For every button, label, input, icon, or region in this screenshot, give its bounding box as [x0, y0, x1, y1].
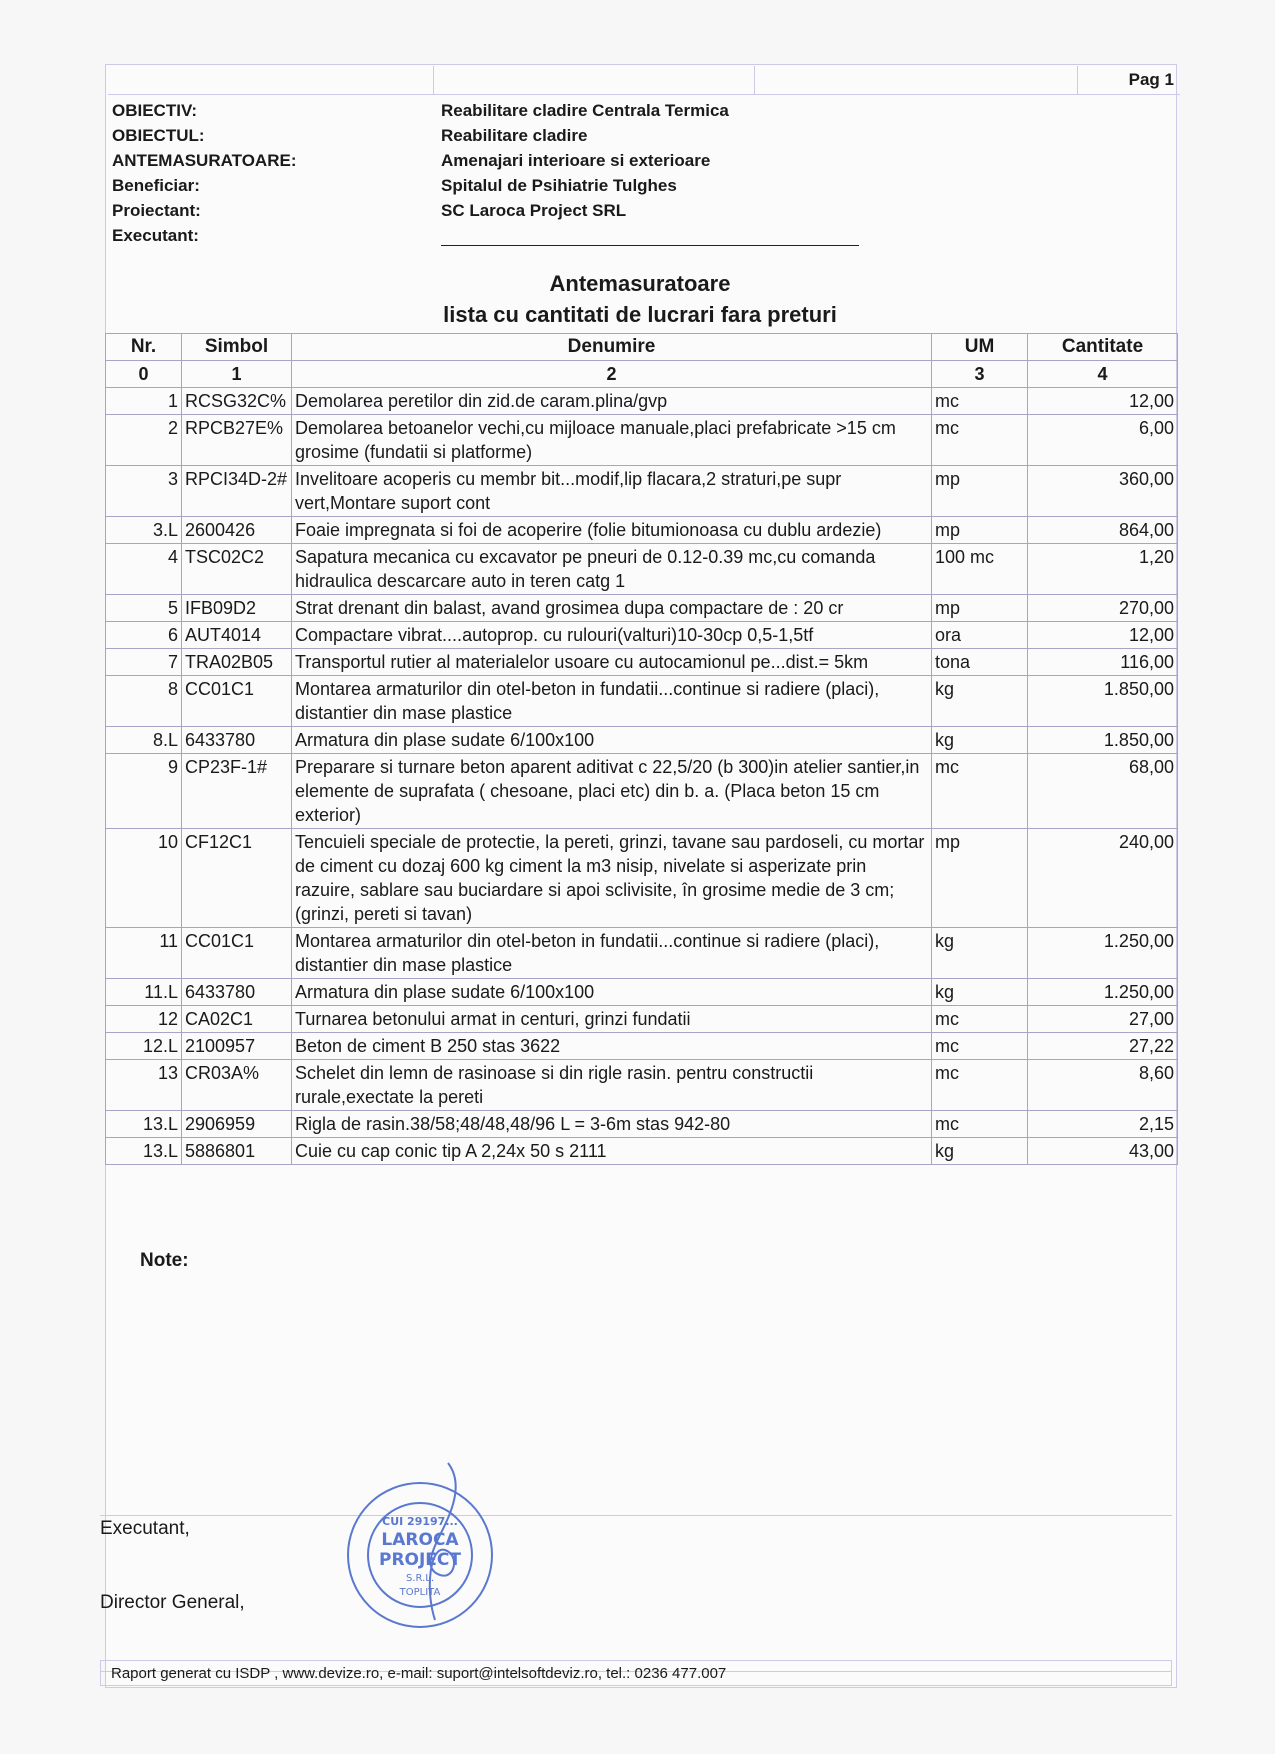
cell-denumire: Foaie impregnata si foi de acoperire (folie bitumionoasa cu dublu ardezie): [292, 517, 932, 544]
header-nr: Nr.: [106, 334, 182, 361]
table-row: [106, 388, 1178, 415]
table-row: [106, 928, 1178, 979]
cell-cantitate: 12,00: [1028, 622, 1178, 649]
cell-nr: 3.L: [106, 517, 182, 544]
table-header-row: [106, 334, 1178, 361]
table-row: [106, 1006, 1178, 1033]
cell-denumire: Turnarea betonului armat in centuri, grinzi fundatii: [292, 1006, 932, 1033]
cell-denumire: Preparare si turnare beton aparent aditivat c 22,5/20 (b 300)in atelier santier,in elemente de suprafata ( chesoane, placi etc) din b. a. (Placa beton 15 cm exterior): [292, 754, 932, 829]
cell-simbol: 2600426: [182, 517, 292, 544]
cell-cantitate: 864,00: [1028, 517, 1178, 544]
cell-nr: 3: [106, 466, 182, 517]
header-denumire: Denumire: [292, 334, 932, 361]
document-title-block: [380, 268, 900, 330]
table-row: [106, 466, 1178, 517]
cell-simbol: CP23F-1#: [182, 754, 292, 829]
cell-cantitate: 270,00: [1028, 595, 1178, 622]
cell-um: 100 mc: [932, 544, 1028, 595]
cell-simbol: 6433780: [182, 979, 292, 1006]
table-row: [106, 517, 1178, 544]
executant-signature-label: Executant,: [100, 1518, 190, 1539]
stamp-city: TOPLITA: [399, 1587, 441, 1598]
meta-label: Executant:: [112, 225, 199, 245]
cell-simbol: CR03A%: [182, 1060, 292, 1111]
cell-nr: 11.L: [106, 979, 182, 1006]
meta-value: Reabilitare cladire: [441, 125, 588, 145]
table-row: [106, 1060, 1178, 1111]
cell-simbol: 6433780: [182, 727, 292, 754]
cell-simbol: 2906959: [182, 1111, 292, 1138]
cell-nr: 8: [106, 676, 182, 727]
cell-nr: 8.L: [106, 727, 182, 754]
meta-row: [112, 123, 729, 148]
meta-row: [112, 173, 729, 198]
meta-value: SC Laroca Project SRL: [441, 200, 627, 220]
note-label: Note:: [140, 1250, 189, 1271]
cell-nr: 12: [106, 1006, 182, 1033]
table-row: [106, 979, 1178, 1006]
cell-simbol: RCSG32C%: [182, 388, 292, 415]
meta-label: Beneficiar:: [112, 175, 200, 195]
cell-nr: 5: [106, 595, 182, 622]
cell-cantitate: 360,00: [1028, 466, 1178, 517]
cell-denumire: Tencuieli speciale de protectie, la pereti, grinzi, tavane sau pardoseli, cu mortar de ciment cu dozaj 600 kg ciment la m3 nisip, nivelate si asperizate prin razuire, sablare sau buciardare si apoi sclivisite, în grosime medie de 3 cm; (grinzi, pereti si tavan): [292, 829, 932, 928]
cell-denumire: Strat drenant din balast, avand grosimea dupa compactare de : 20 cr: [292, 595, 932, 622]
cell-simbol: 2100957: [182, 1033, 292, 1060]
cell-simbol: IFB09D2: [182, 595, 292, 622]
table-body: [106, 388, 1178, 1165]
table-row: [106, 1138, 1178, 1165]
meta-label: Proiectant:: [112, 200, 201, 220]
document-subtitle: lista cu cantitati de lucrari fara preturi: [443, 302, 837, 327]
cell-um: tona: [932, 649, 1028, 676]
cell-nr: 1: [106, 388, 182, 415]
cell-nr: 2: [106, 415, 182, 466]
quantities-table: [105, 333, 1178, 1165]
cell-denumire: Rigla de rasin.38/58;48/48,48/96 L = 3-6m stas 942-80: [292, 1111, 932, 1138]
cell-denumire: Sapatura mecanica cu excavator pe pneuri de 0.12-0.39 mc,cu comanda hidraulica descarcare auto in teren catg 1: [292, 544, 932, 595]
cell-um: ora: [932, 622, 1028, 649]
cell-um: kg: [932, 1138, 1028, 1165]
cell-cantitate: 27,00: [1028, 1006, 1178, 1033]
cell-denumire: Schelet din lemn de rasinoase si din rigle rasin. pentru constructii rurale,exectate la pereti: [292, 1060, 932, 1111]
table-row: [106, 676, 1178, 727]
table-row: [106, 622, 1178, 649]
cell-denumire: Cuie cu cap conic tip A 2,24x 50 s 2111: [292, 1138, 932, 1165]
cell-cantitate: 240,00: [1028, 829, 1178, 928]
cell-um: kg: [932, 727, 1028, 754]
cell-cantitate: 1.850,00: [1028, 727, 1178, 754]
table-row: [106, 1033, 1178, 1060]
cell-um: kg: [932, 676, 1028, 727]
table-row: [106, 829, 1178, 928]
cell-denumire: Montarea armaturilor din otel-beton in fundatii...continue si radiere (placi), distantier din mase plastice: [292, 928, 932, 979]
cell-nr: 13: [106, 1060, 182, 1111]
cell-um: mc: [932, 1111, 1028, 1138]
table-row: [106, 1111, 1178, 1138]
cell-cantitate: 6,00: [1028, 415, 1178, 466]
cell-denumire: Demolarea betoanelor vechi,cu mijloace manuale,placi prefabricate >15 cm grosime (fundatii si platforme): [292, 415, 932, 466]
table-row: [106, 649, 1178, 676]
cell-simbol: RPCI34D-2#: [182, 466, 292, 517]
cell-um: mp: [932, 595, 1028, 622]
cell-nr: 4: [106, 544, 182, 595]
cell-um: mp: [932, 466, 1028, 517]
cell-nr: 7: [106, 649, 182, 676]
cell-nr: 9: [106, 754, 182, 829]
director-signature-label: Director General,: [100, 1592, 245, 1613]
cell-denumire: Invelitoare acoperis cu membr bit...modif,lip flacara,2 straturi,pe supr vert,Montare suport cont: [292, 466, 932, 517]
meta-row: [112, 198, 729, 223]
cell-cantitate: 68,00: [1028, 754, 1178, 829]
document-title: Antemasuratoare: [549, 271, 731, 296]
cell-denumire: Armatura din plase sudate 6/100x100: [292, 727, 932, 754]
cell-cantitate: 1.250,00: [1028, 928, 1178, 979]
stamp-name-1: LAROCA: [381, 1530, 459, 1550]
project-metadata: [112, 98, 729, 248]
index-4: 4: [1028, 361, 1178, 388]
header-simbol: Simbol: [182, 334, 292, 361]
table-index-row: [106, 361, 1178, 388]
cell-simbol: RPCB27E%: [182, 415, 292, 466]
cell-cantitate: 27,22: [1028, 1033, 1178, 1060]
stamp-cui: CUI 29197...: [382, 1515, 458, 1528]
stamp-name-2: PROJECT: [378, 1550, 462, 1570]
cell-simbol: TRA02B05: [182, 649, 292, 676]
cell-cantitate: 12,00: [1028, 388, 1178, 415]
meta-label: OBIECTUL:: [112, 125, 205, 145]
page-number: Pag 1: [1128, 70, 1174, 89]
index-1: 1: [182, 361, 292, 388]
meta-row: [112, 148, 729, 173]
cell-nr: 13.L: [106, 1111, 182, 1138]
company-stamp: [330, 1455, 510, 1635]
index-0: 0: [106, 361, 182, 388]
cell-nr: 13.L: [106, 1138, 182, 1165]
cell-nr: 10: [106, 829, 182, 928]
index-3: 3: [932, 361, 1028, 388]
cell-cantitate: 1.850,00: [1028, 676, 1178, 727]
cell-um: mc: [932, 1033, 1028, 1060]
cell-um: kg: [932, 928, 1028, 979]
cell-denumire: Demolarea peretilor din zid.de caram.plina/gvp: [292, 388, 932, 415]
executant-underline: [441, 245, 859, 246]
report-footer: Raport generat cu ISDP , www.devize.ro, e-mail: suport@intelsoftdeviz.ro, tel.: 0236 477.007: [100, 1660, 1172, 1686]
cell-simbol: CA02C1: [182, 1006, 292, 1033]
cell-simbol: CC01C1: [182, 676, 292, 727]
cell-nr: 6: [106, 622, 182, 649]
meta-value: Amenajari interioare si exterioare: [441, 150, 711, 170]
header-cantitate: Cantitate: [1028, 334, 1178, 361]
cell-cantitate: 8,60: [1028, 1060, 1178, 1111]
cell-denumire: Beton de ciment B 250 stas 3622: [292, 1033, 932, 1060]
signature-area: [100, 1515, 1172, 1672]
cell-denumire: Montarea armaturilor din otel-beton in fundatii...continue si radiere (placi), distantier din mase plastice: [292, 676, 932, 727]
cell-um: kg: [932, 979, 1028, 1006]
index-2: 2: [292, 361, 932, 388]
cell-simbol: AUT4014: [182, 622, 292, 649]
table-row: [106, 595, 1178, 622]
cell-um: mc: [932, 754, 1028, 829]
cell-um: mc: [932, 1006, 1028, 1033]
table-row: [106, 415, 1178, 466]
cell-cantitate: 43,00: [1028, 1138, 1178, 1165]
cell-cantitate: 116,00: [1028, 649, 1178, 676]
cell-um: mc: [932, 1060, 1028, 1111]
meta-row: [112, 98, 729, 123]
cell-denumire: Armatura din plase sudate 6/100x100: [292, 979, 932, 1006]
cell-denumire: Compactare vibrat....autoprop. cu rulouri(valturi)10-30cp 0,5-1,5tf: [292, 622, 932, 649]
stamp-srl: S.R.L.: [405, 1573, 435, 1584]
cell-um: mp: [932, 517, 1028, 544]
meta-label: ANTEMASURATOARE:: [112, 150, 297, 170]
page-header-bar: [108, 66, 1180, 95]
cell-simbol: CF12C1: [182, 829, 292, 928]
cell-cantitate: 2,15: [1028, 1111, 1178, 1138]
cell-um: mp: [932, 829, 1028, 928]
header-um: UM: [932, 334, 1028, 361]
cell-um: mc: [932, 415, 1028, 466]
cell-nr: 12.L: [106, 1033, 182, 1060]
table-row: [106, 754, 1178, 829]
cell-um: mc: [932, 388, 1028, 415]
cell-denumire: Transportul rutier al materialelor usoare cu autocamionul pe...dist.= 5km: [292, 649, 932, 676]
meta-label: OBIECTIV:: [112, 100, 198, 120]
meta-value: Spitalul de Psihiatrie Tulghes: [441, 175, 677, 195]
meta-value: Reabilitare cladire Centrala Termica: [441, 100, 729, 120]
table-row: [106, 727, 1178, 754]
cell-simbol: CC01C1: [182, 928, 292, 979]
cell-nr: 11: [106, 928, 182, 979]
cell-simbol: 5886801: [182, 1138, 292, 1165]
cell-cantitate: 1.250,00: [1028, 979, 1178, 1006]
table-row: [106, 544, 1178, 595]
cell-cantitate: 1,20: [1028, 544, 1178, 595]
cell-simbol: TSC02C2: [182, 544, 292, 595]
